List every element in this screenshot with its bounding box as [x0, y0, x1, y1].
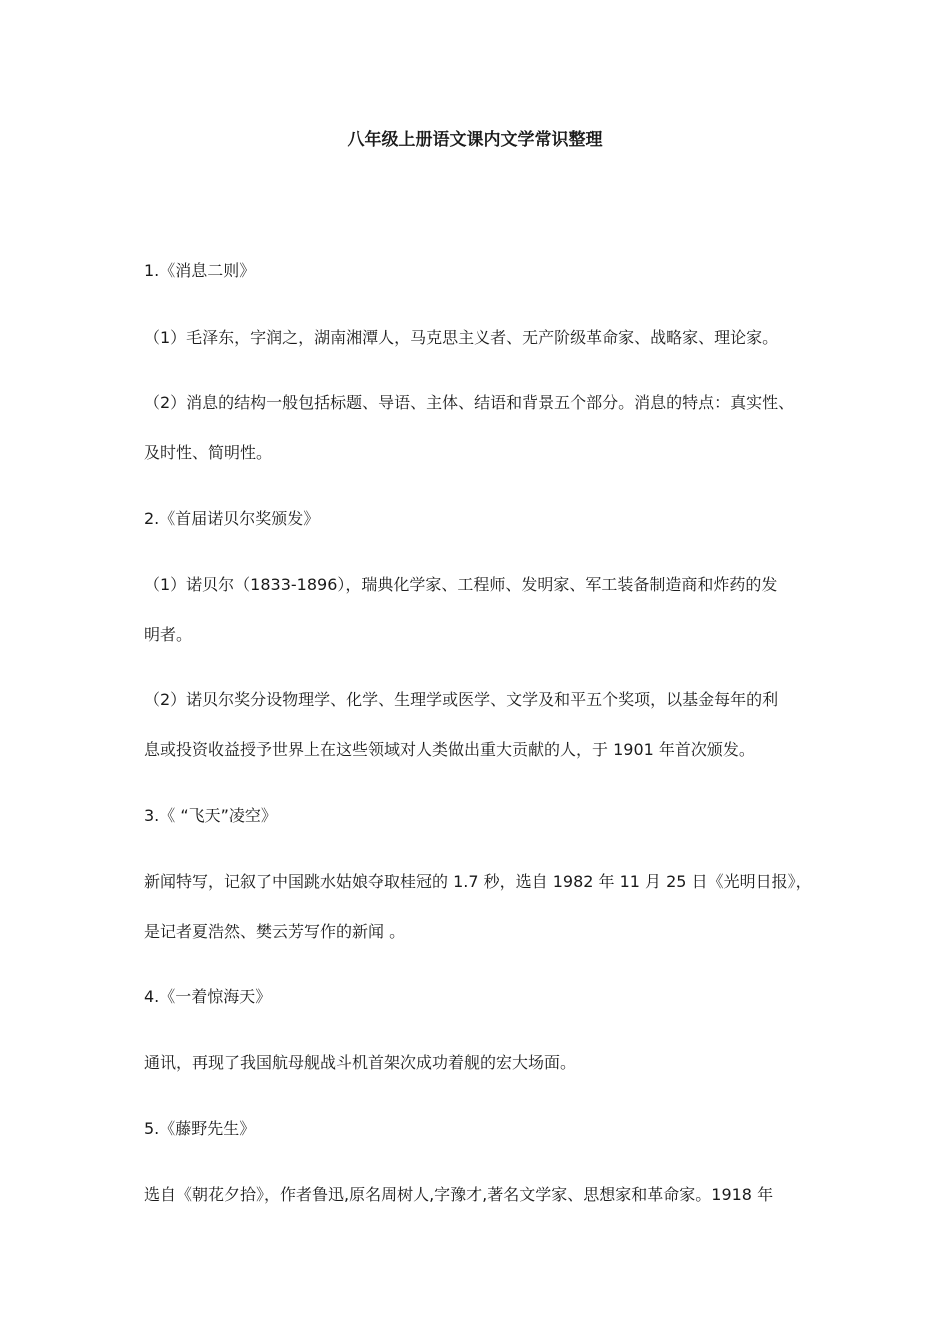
item-3-text-cont: 是记者夏浩然、樊云芳写作的新闻 。: [144, 922, 406, 941]
item-2-point-1: （1）诺贝尔（1833-1896），瑞典化学家、工程师、发明家、军工装备制造商和炸药的发: [144, 575, 778, 594]
item-5-text: 选自《朝花夕拾》，作者鲁迅,原名周树人,字豫才,著名文学家、思想家和革命家。1918 年: [144, 1185, 774, 1204]
item-2-point-1-cont: 明者。: [144, 625, 193, 644]
item-4-text: 通讯，再现了我国航母舰战斗机首架次成功着舰的宏大场面。: [144, 1053, 577, 1072]
item-1-point-2: （2）消息的结构一般包括标题、导语、主体、结语和背景五个部分。消息的特点：真实性、: [144, 393, 795, 412]
item-2-point-2-cont: 息或投资收益授予世界上在这些领域对人类做出重大贡献的人，于 1901 年首次颁发。: [144, 740, 755, 759]
item-1-point-1: （1）毛泽东，字润之，湖南湘潭人，马克思主义者、无产阶级革命家、战略家、理论家。: [144, 328, 779, 347]
heading-item-5: 5.《藤野先生》: [144, 1119, 256, 1138]
item-3-text: 新闻特写，记叙了中国跳水姑娘夺取桂冠的 1.7 秒，选自 1982 年 11 月 25 日《光明日报》，: [144, 872, 812, 891]
heading-item-4: 4.《一着惊海天》: [144, 987, 272, 1006]
heading-item-3: 3.《 “飞天”凌空》: [144, 806, 277, 825]
heading-item-1: 1.《消息二则》: [144, 261, 256, 280]
heading-item-2: 2.《首届诺贝尔奖颁发》: [144, 509, 320, 528]
item-1-point-2-cont: 及时性、简明性。: [144, 443, 273, 462]
item-2-point-2: （2）诺贝尔奖分设物理学、化学、生理学或医学、文学及和平五个奖项，以基金每年的利: [144, 690, 779, 709]
page-title: 八年级上册语文课内文学常识整理: [347, 130, 603, 150]
